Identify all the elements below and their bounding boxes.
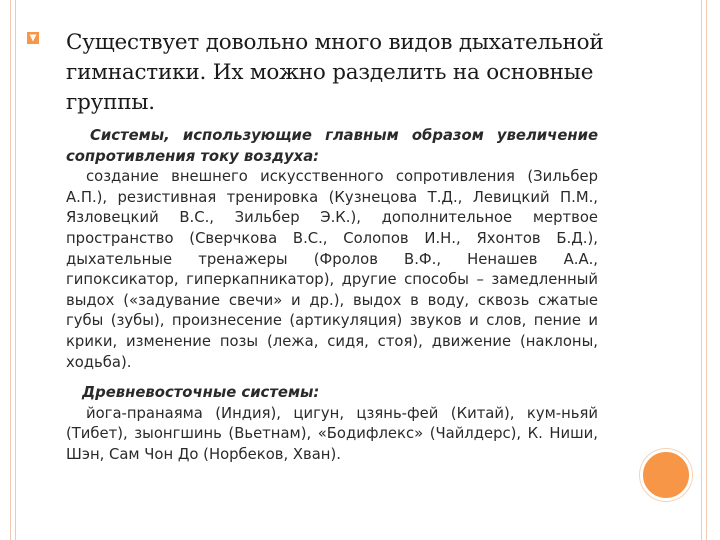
frame-line-right (701, 0, 702, 540)
section-body-resistance: создание внешнего искусственного сопротивления (Зильбер А.П.), резистивная тренировка (Кузнецова Т.Д., Левицкий П.М., Язловецкий В.С., Зильбер Э.К.), дополнительное мертвое пространство (Сверчкова В.С., Солопов И.Н., Яхонтов Б.Д.), дыхательные тренажеры (Фролов В.Ф., Ненашев А.А., гипоксикатор, гиперкапникатор), другие способы – замедленный выдох («задувание свечи» и др.), выдох в воду, сквозь сжатые губы (зубы), произнесение (артикуляция) звуков и слов, пение и крики, изменение позы (лежа, сидя, стоя), движение (наклоны, ходьба). (66, 168, 598, 371)
section-heading-eastern: Древневосточные системы: (82, 384, 320, 402)
frame-line-left (10, 0, 11, 540)
frame-line-left-inner (15, 0, 16, 540)
orange-square-bullet-icon (26, 31, 40, 45)
section-spacer (66, 373, 598, 383)
lead-paragraph: Существует довольно много видов дыхательной гимнастики. Их можно разделить на основные группы. (66, 30, 604, 115)
frame-line-right-inner (706, 0, 707, 540)
orange-circle-decoration (640, 449, 692, 501)
section-body-eastern: йога-пранаяма (Индия), цигун, цзянь-фей (Китай), кум-ньяй (Тибет), зыонгшинь (Вьетнам), «Бодифлекс» (Чайлдерс), К. Ниши, Шэн, Сам Чон До (Норбеков, Хван). (66, 404, 598, 463)
section-heading-resistance: Системы, использующие главным образом увеличение сопротивления току воздуха: (66, 127, 598, 165)
quoted-text-block (66, 126, 598, 466)
